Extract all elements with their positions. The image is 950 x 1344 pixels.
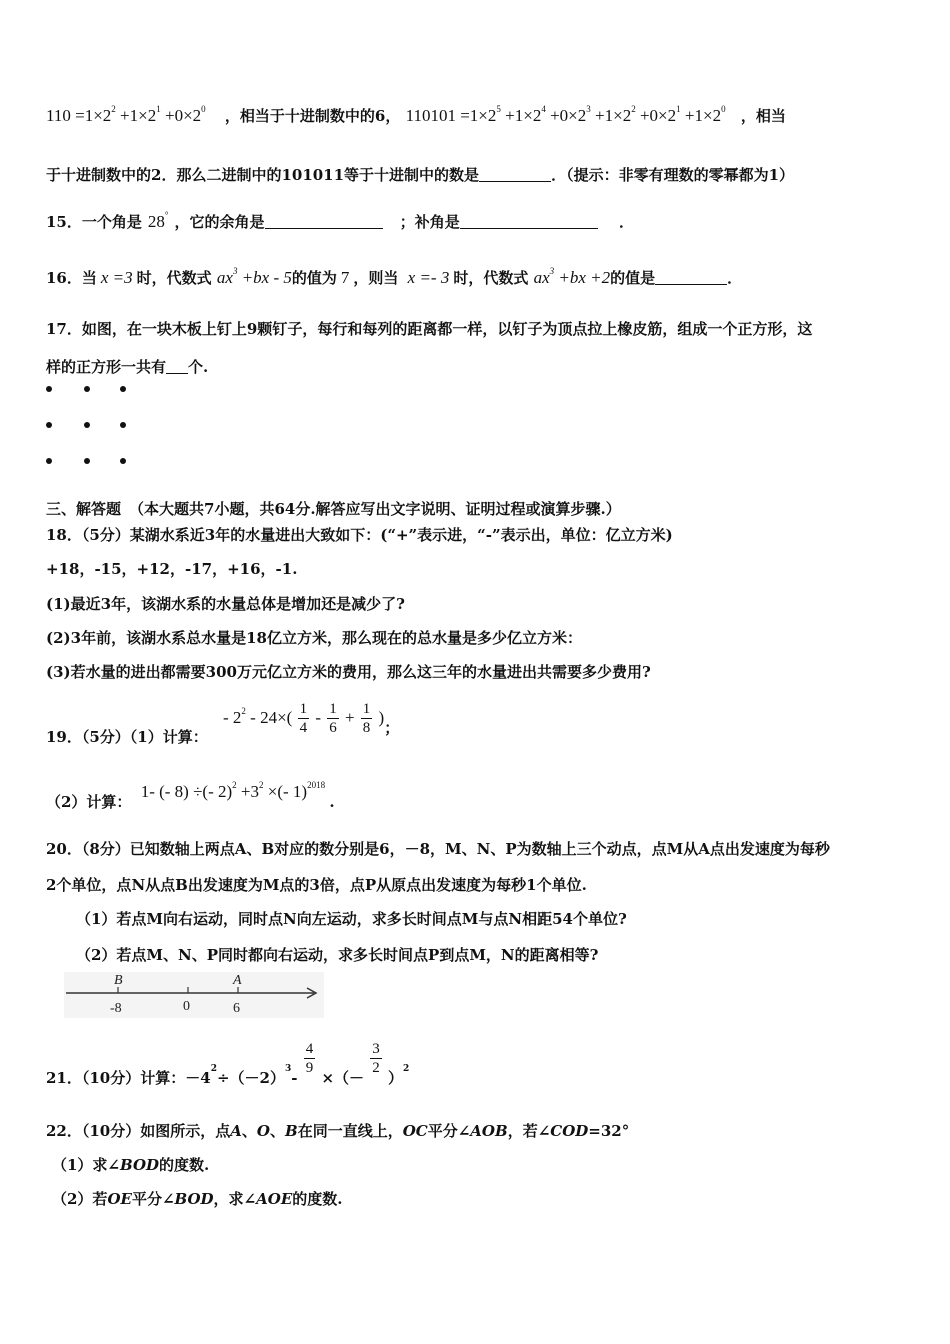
question-18-data: +18，-15，+12，-17，+16，-1.: [46, 560, 298, 578]
expression-1: $ax^3 +bx - 5$: [216, 266, 292, 287]
question-18-part-3: (3)若水量的进出都需要300万元亿立方米的费用，那么这三年的水量进出共需要多少费用?: [46, 663, 651, 681]
formula-110101: $110101 =1\times 2^5 +1\times 2^4 +0\times 2^3 +1\times 2^2 +0\times 2^1 +1\times 2^0$: [405, 104, 726, 125]
fraction-4-9: $\frac{4}{9}$: [305, 1041, 314, 1076]
number-line-figure: [64, 972, 324, 1018]
nail: [46, 422, 52, 428]
question-17-line-1: 17．如图，在一块木板上钉上9颗钉子，每行和每列的距离都一样，以钉子为顶点拉上橡皮筋，组成一个正方形，这: [46, 320, 813, 338]
count-blank: [166, 359, 188, 374]
formula-110: $110 =1\times 2^2 +1\times 2^1 +0\times 2^0$: [46, 104, 206, 125]
example-text-b: ，相当: [740, 107, 786, 125]
question-22-part-2: （2）若OE平分∠BOD，求∠AOE的度数.: [52, 1190, 343, 1208]
question-15: 15．一个角是 28° ，它的余角是 ；补角是 ．: [46, 210, 634, 231]
question-20-line-1: 20．（8分）已知数轴上两点A、B对应的数分别是6，－8，M、N、P为数轴上三个动点，点M从A点出发速度为每秒: [46, 840, 830, 858]
question-17-line-2: 样的正方形一共有 个.: [46, 358, 209, 376]
value-blank: [655, 270, 727, 285]
binary-example-line: [46, 104, 786, 126]
nail: [46, 458, 52, 464]
question-16: 16．当 x =3 时，代数式 $ax^3 +bx - 5$的值为 7 ，则当 x =- 3 时，代数式 $ax^3 +bx +2$的值是 ．: [46, 266, 743, 287]
fraction: $\frac{1}{8}$: [362, 701, 371, 736]
nail: [120, 458, 126, 464]
nail: [46, 386, 52, 392]
question-19-part-1: 19．（5分）（1）计算： - $2^2 - 24\times$( $\frac{1}{4}$ - $\frac{1}{6}$ + $\frac{1}{8}$ )；: [46, 701, 400, 746]
expression-2: $ax^3 +bx +2$: [533, 266, 611, 287]
fraction: $\frac{1}{6}$: [329, 701, 337, 736]
angle-value: 28°: [147, 210, 169, 231]
question-18-part-2: (2)3年前，该湖水系总水量是18亿立方米，那么现在的总水量是多少亿立方米：: [46, 629, 582, 647]
question-18-title: 18．（5分）某湖水系近3年的水量进出大致如下：(“+”表示进，“-”表示出，单位：亿立方米): [46, 526, 673, 544]
question-20-part-1: （1）若点M向右运动，同时点N向左运动，求多长时间点M与点N相距54个单位?: [76, 910, 627, 928]
nail: [84, 458, 90, 464]
nail: [120, 422, 126, 428]
question-21: 21．（10分）计算：$-4^2\div(-2)^3-$ $\frac{4}{9}$ ×（－ $\frac{3}{2}$ ）$^2$: [46, 1041, 410, 1087]
expression-19-2: 1- (- 8) ÷(- $2)^2 +3^2$ ×(- 1)$^{2018}$: [140, 780, 326, 801]
nail: [120, 386, 126, 392]
complement-blank: [265, 214, 383, 229]
question-22-part-1: （1）求∠BOD的度数.: [52, 1156, 210, 1174]
tick-label-origin: 0: [183, 999, 190, 1014]
question-20-part-2: （2）若点M、N、P同时都向右运动，求多长时间点P到点M，N的距离相等?: [76, 946, 599, 964]
binary-question-line: 于十进制数中的2．那么二进制中的101011等于十进制中的数是 ．（提示：非零有理数的零幂都为1）: [46, 166, 795, 184]
question-20-line-2: 2个单位，点N从点B出发速度为M点的3倍，点P从原点出发速度为每秒1个单位.: [46, 876, 587, 894]
nail: [84, 422, 90, 428]
number-line-svg: [64, 972, 324, 1018]
example-text-a: ，相当于十进制数中的6，: [224, 107, 401, 125]
nail: [84, 386, 90, 392]
question-22-line-1: 22．（10分）如图所示，点A、O、B在同一直线上，OC平分∠AOB，若∠COD=32°: [46, 1122, 630, 1140]
tick-label-b: -8: [110, 1001, 122, 1016]
question-18-part-1: (1)最近3年，该湖水系的水量总体是增加还是减少了?: [46, 595, 405, 613]
supplement-blank: [460, 214, 598, 229]
point-label-b: B: [114, 973, 123, 988]
section-3-heading: 三、解答题 （本大题共7小题，共64分.解答应写出文字说明、证明过程或演算步骤.）: [46, 500, 621, 518]
point-label-a: A: [233, 973, 242, 988]
fraction-3-2: $\frac{3}{2}$: [372, 1041, 380, 1076]
question-19-part-2: （2）计算： 1- (- 8) ÷(- $2)^2 +3^2$ ×(- 1)$^{2018}$ .: [46, 780, 335, 811]
expression-19-1: - $2^2 - 24\times$(: [222, 705, 293, 727]
fraction: $\frac{1}{4}$: [299, 701, 308, 736]
answer-blank: [479, 167, 551, 182]
tick-label-a: 6: [233, 1001, 240, 1016]
